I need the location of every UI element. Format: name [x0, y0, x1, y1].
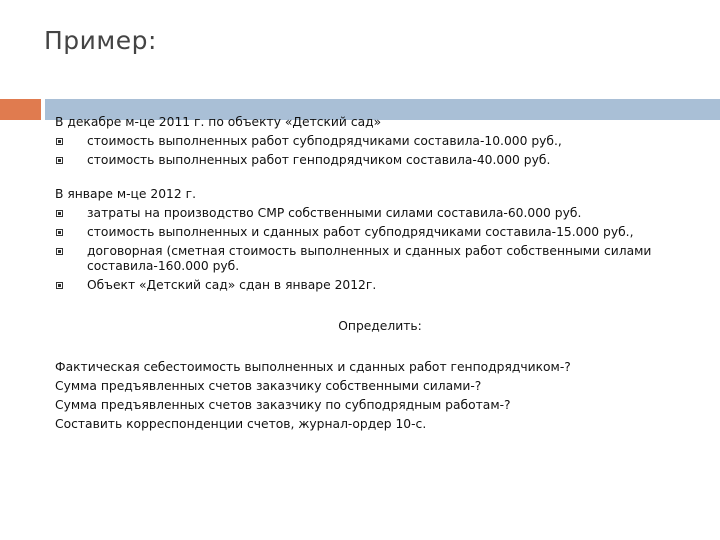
accent-bar-orange: [0, 99, 41, 120]
square-bullet-icon: [56, 229, 63, 236]
slide-title: Пример:: [44, 26, 157, 55]
determine-label: Определить:: [338, 319, 422, 333]
list-item-text: стоимость выполненных работ генподрядчиком составила-40.000 руб.: [87, 153, 551, 167]
square-bullet-icon: [56, 210, 63, 217]
question-line: Сумма предъявленных счетов заказчику собственными силами-?: [55, 379, 482, 393]
spacer: [55, 336, 705, 358]
block1-heading: В декабре м-це 2011 г. по объекту «Детский сад»: [55, 115, 382, 129]
block2-heading: В январе м-це 2012 г.: [55, 187, 196, 201]
question-line: Сумма предъявленных счетов заказчику по субподрядным работам-?: [55, 398, 511, 412]
list-item-text: затраты на производство СМР собственными силами составила-60.000 руб.: [87, 206, 582, 220]
list-item-text: Объект «Детский сад» сдан в январе 2012г.: [87, 278, 377, 292]
list-item: [55, 276, 705, 295]
list-item: [55, 151, 705, 170]
list-item: [55, 132, 705, 151]
square-bullet-icon: [56, 248, 63, 255]
square-bullet-icon: [56, 282, 63, 289]
list-item: [55, 223, 705, 242]
list-item: [55, 204, 705, 223]
spacer: [55, 295, 705, 317]
list-item-text: стоимость выполненных и сданных работ субподрядчиками составила-15.000 руб.,: [87, 225, 634, 239]
list-item: [55, 242, 662, 276]
list-item-text: договорная (сметная стоимость выполненных и сданных работ собственными силами составила-160.000 руб.: [87, 244, 652, 273]
square-bullet-icon: [56, 157, 63, 164]
slide-content: [55, 113, 705, 434]
square-bullet-icon: [56, 138, 63, 145]
question-line: Составить корреспонденции счетов, журнал-ордер 10-с.: [55, 417, 427, 431]
list-item-text: стоимость выполненных работ субподрядчиками составила-10.000 руб.,: [87, 134, 562, 148]
question-line: Фактическая себестоимость выполненных и сданных работ генподрядчиком-?: [55, 360, 571, 374]
spacer: [55, 170, 705, 185]
